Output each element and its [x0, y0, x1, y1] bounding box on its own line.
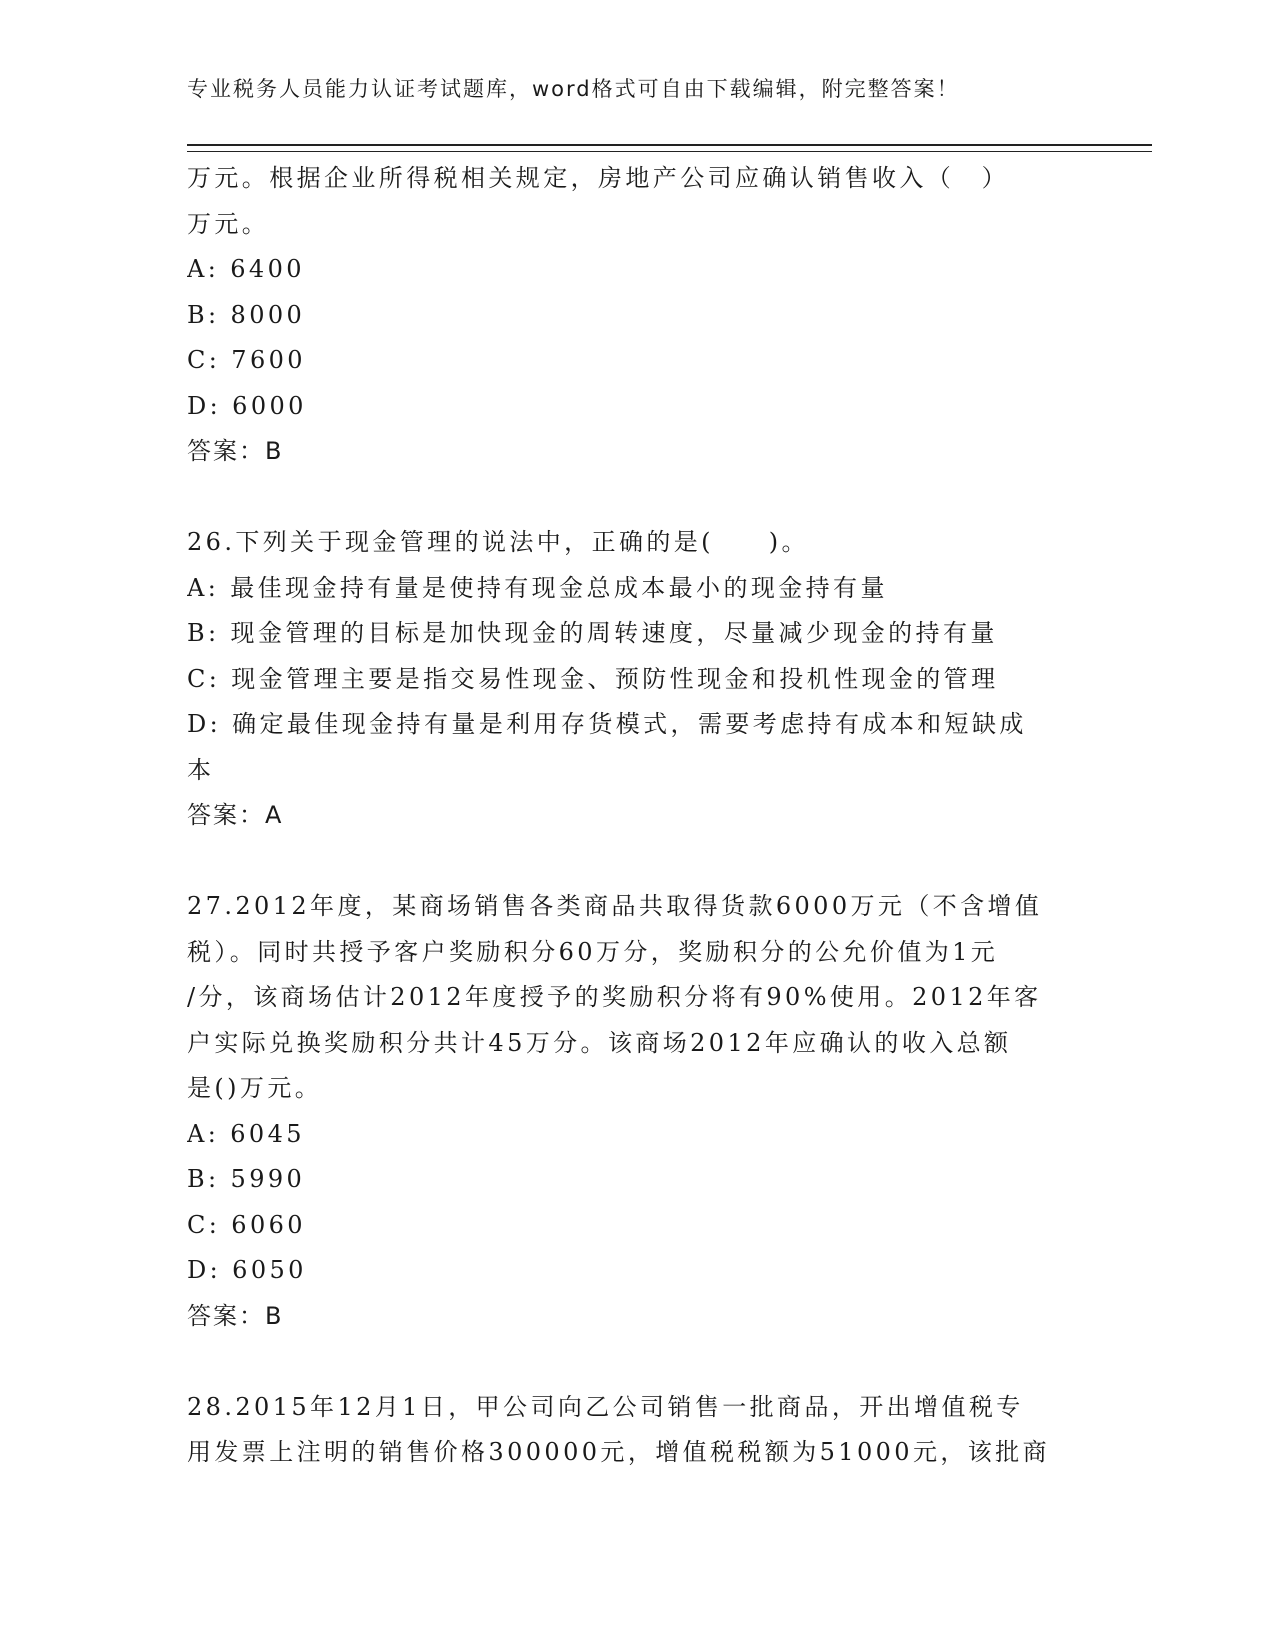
question-25-continuation	[187, 156, 1107, 475]
option-d: D: 6050	[187, 1256, 307, 1284]
answer: 答案：A	[187, 801, 284, 829]
question-stem-line: 是()万元。	[187, 1074, 323, 1102]
header-rule-thin	[187, 151, 1152, 152]
question-stem-line: 28.2015年12月1日，甲公司向乙公司销售一批商品，开出增值税专	[187, 1392, 1024, 1421]
option-c: C: 6060	[187, 1210, 306, 1239]
spacer	[187, 839, 1107, 885]
question-stem-line: 税）。同时共授予客户奖励积分60万分，奖励积分的公允价值为1元	[187, 937, 999, 966]
question-stem-line: 万元。	[187, 209, 270, 238]
question-stem-line: 26.下列关于现金管理的说法中，正确的是( )。	[187, 528, 809, 556]
option-b: B: 现金管理的目标是加快现金的周转速度，尽量减少现金的持有量	[187, 619, 998, 647]
question-stem-line: 户实际兑换奖励积分共计45万分。该商场2012年应确认的收入总额	[187, 1028, 1012, 1057]
answer: 答案：B	[187, 1301, 284, 1330]
option-d: D: 6000	[187, 391, 307, 420]
question-content	[187, 156, 1107, 1476]
option-d: D: 确定最佳现金持有量是利用存货模式，需要考虑持有成本和短缺成	[187, 710, 1027, 738]
question-28	[187, 1385, 1107, 1476]
question-stem-line: /分，该商场估计2012年度授予的奖励积分将有90%使用。2012年客	[187, 983, 1042, 1011]
question-stem-line: 27.2012年度，某商场销售各类商品共取得货款6000万元（不含增值	[187, 892, 1043, 920]
option-a: A: 6045	[187, 1119, 305, 1148]
question-stem-line: 万元。根据企业所得税相关规定，房地产公司应确认销售收入（ ）	[187, 164, 1009, 192]
page-header: 专业税务人员能力认证考试题库，word格式可自由下载编辑，附完整答案！	[187, 77, 960, 101]
option-b: B: 8000	[187, 300, 306, 329]
option-a: A: 6400	[187, 255, 305, 283]
option-b: B: 5990	[187, 1165, 306, 1193]
question-stem-line: 用发票上注明的销售价格300000元，增值税税额为51000元，该批商	[187, 1438, 1050, 1466]
spacer	[187, 475, 1107, 521]
option-c: C: 7600	[187, 346, 306, 374]
answer: 答案：B	[187, 437, 284, 465]
header-rule-thick	[187, 144, 1152, 146]
spacer	[187, 1339, 1107, 1385]
option-d-continued: 本	[187, 755, 215, 784]
option-c: C: 现金管理主要是指交易性现金、预防性现金和投机性现金的管理	[187, 664, 999, 693]
question-26	[187, 520, 1107, 839]
question-27	[187, 884, 1107, 1339]
option-a: A: 最佳现金持有量是使持有现金总成本最小的现金持有量	[187, 573, 888, 602]
